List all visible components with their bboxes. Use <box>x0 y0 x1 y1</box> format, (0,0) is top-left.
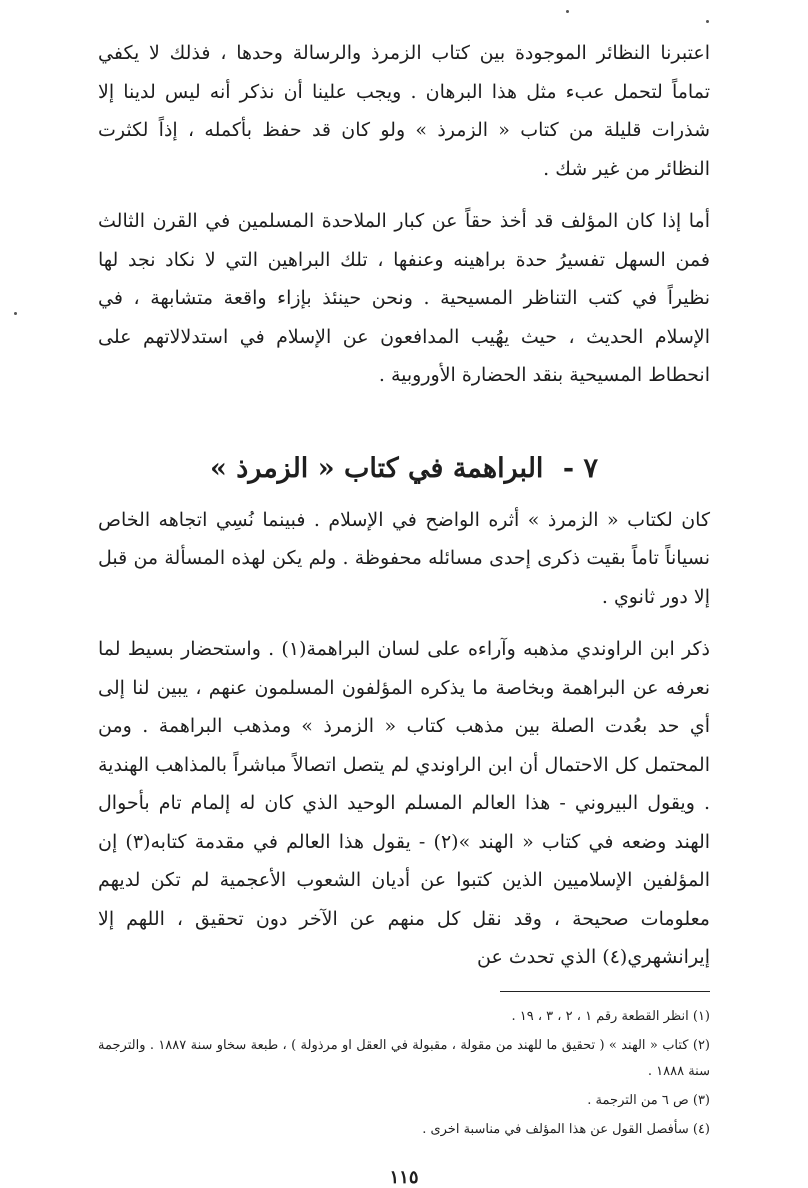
footnote-divider <box>500 991 710 992</box>
scan-speck <box>14 312 17 315</box>
paragraph: أما إذا كان المؤلف قد أخذ حقاً عن كبار الملاحدة المسلمين في القرن الثالث فمن السهل تفسيرُ حدة براهينه وعنفها ، تلك البراهين التي لا نكاد نجد لها نظيراً في كتب التناظر المسيحية . ونحن حينئذ بإزاء واقعة متشابهة ، في الإسلام الحديث ، حيث يهُيب المدافعون عن الإسلام في استدلالاتهم على انحطاط المسيحية بنقد الحضارة الأوروبية . <box>98 210 710 386</box>
paragraph: كان لكتاب « الزمرذ » أثره الواضح في الإسلام . فبينما نُسِي اتجاهه الخاص نسياناً تاماً بقيت ذكرى إحدى مسائله محفوظة . ولم يكن لهذه المسألة من قبل إلا دور ثانوي . <box>98 508 710 608</box>
paragraph: اعتبرنا النظائر الموجودة بين كتاب الزمرذ والرسالة وحدها ، فذلك لا يكفي تماماً لتحمل عبء مثل هذا البرهان . ويجب علينا أن نذكر أنه ليس لدينا إلا شذرات قليلة من كتاب « الزمرذ » ولو كان قد حفظ بأكمله ، إذاً لكثرت النظائر من غير شك . <box>98 42 710 180</box>
document-page <box>98 34 711 1188</box>
footnote: (٤) سأفصل القول عن هذا المؤلف في مناسبة اخرى . <box>422 1121 710 1137</box>
footnote: (١) انظر القطعة رقم ١ ، ٢ ، ٣ ، ١٩ . <box>511 1008 710 1024</box>
section-title: البراهمة في كتاب « الزمرذ » <box>210 452 544 484</box>
footnotes <box>98 1004 710 1143</box>
footnote: (٢) كتاب « الهند » ( تحقيق ما للهند من مقولة ، مقبولة في العقل او مرذولة ) ، طبعة سخاو سنة ١٨٨٧ . والترجمة سنة ١٨٨٨ . <box>98 1037 710 1079</box>
paragraph: ذكر ابن الراوندي مذهبه وآراءه على لسان البراهمة(١) . واستحضار بسيط لما نعرفه عن البراهمة وبخاصة ما يذكره المؤلفون المسلمون عنهم ، يبين لنا إلى أي حد بعُدت الصلة بين مذهب كتاب « الزمرذ » ومذهب البراهمة . ومن المحتمل كل الاحتمال أن ابن الراوندي لم يتصل اتصالاً مباشراً بالمذاهب الهندية . ويقول البيروني - هذا العالم المسلم الوحيد الذي كان له إلمام تام بأحوال الهند وضعه في كتاب « الهند »(٢) - يقول هذا العالم في مقدمة كتابه(٣) إن المؤلفين الإسلاميين الذين كتبوا عن أديان الشعوب الأعجمية لم تكن لديهم معلومات صحيحة ، وقد نقل كل منهم عن الآخر دون تحقيق ، اللهم إلا إيرانشهري(٤) الذي تحدث عن <box>98 638 711 968</box>
footnote: (٣) ص ٦ من الترجمة . <box>587 1092 710 1108</box>
scan-speck <box>566 10 569 13</box>
section-heading <box>98 449 710 489</box>
scan-speck <box>706 20 709 23</box>
section-number: ٧ - <box>562 452 598 484</box>
page-number: ١١٥ <box>389 1166 419 1188</box>
